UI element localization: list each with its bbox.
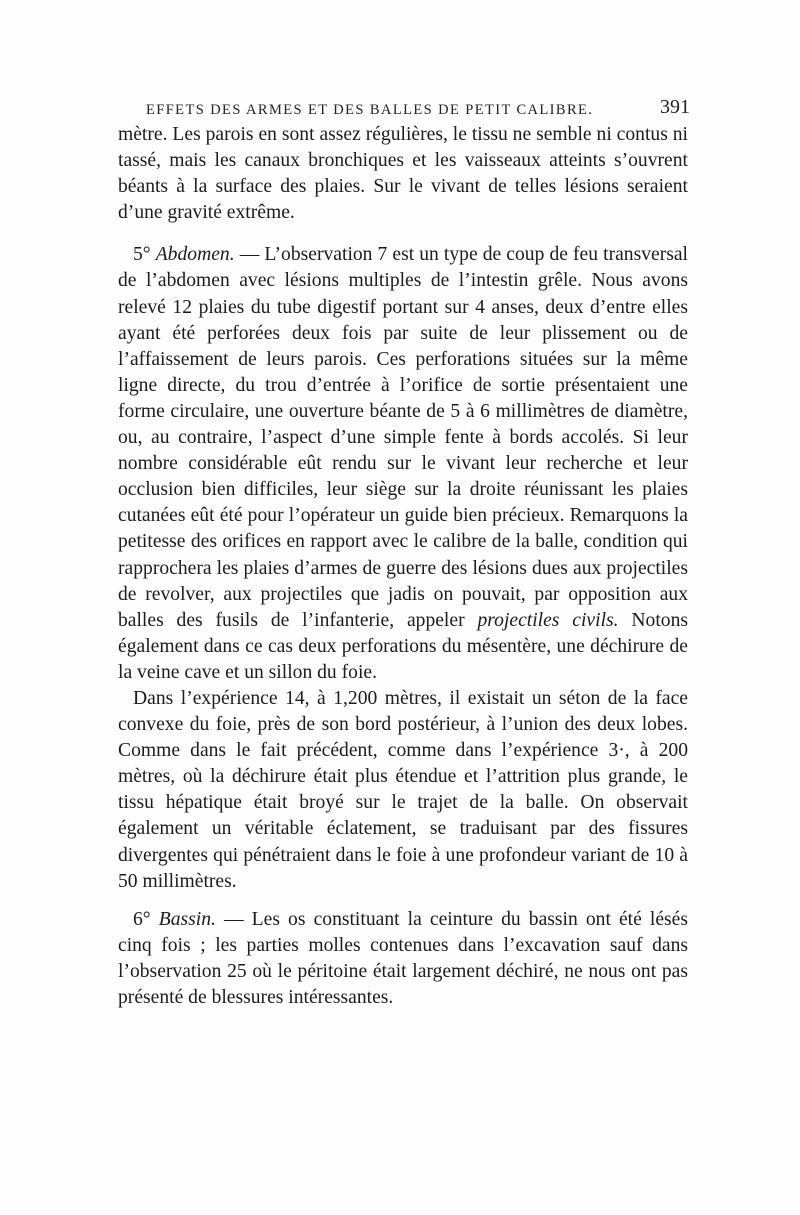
running-title: EFFETS DES ARMES ET DES BALLES DE PETIT CALIBRE.: [146, 102, 594, 118]
italic-term: projectiles civils.: [477, 609, 619, 631]
paragraph-text: Notons également dans ce cas deux perforations du mésentère, une déchirure de la veine cave et un sillon du foie.: [118, 609, 688, 683]
section-heading-bassin: Bassin.: [158, 908, 216, 930]
section-number: 6°: [133, 908, 159, 930]
running-head: [120, 96, 690, 124]
paragraph-text: — L’observation 7 est un type de coup de feu transversal de l’abdomen avec lésions multiples de l’intestin grêle. Nous avons relevé 12 plaies du tube digestif portant sur 4 anses, deux d’entre elles ayant été perforées deux fois par suite de leur plissement ou de l’affaissement de leurs parois. Ces perforations situées sur la même ligne directe, du trou d’entrée à l’orifice de sortie présentaient une forme circulaire, une ouverture béante de 5 à 6 millimètres de diamètre, ou, au contraire, l’aspect d’une simple fente à bords accolés. Si leur nombre considérable eût rendu sur le vivant leur recherche et leur occlusion bien difficiles, leur siège sur la droite réunissant les plaies cutanées eût été pour l’opérateur un guide bien précieux. Remarquons la petitesse des orifices en rapport avec le calibre de la balle, condition qui rapprochera les plaies d’armes de guerre des lésions dues aux projectiles de revolver, aux projectiles que jadis on pouvait, par opposition aux balles des fusils de l’infanterie, appeler: [118, 244, 688, 631]
section-heading-abdomen: Abdomen.: [155, 244, 235, 266]
paragraph-text: Dans l’expérience 14, à 1,200 mètres, il existait un séton de la face convexe du foie, près de son bord postérieur, à l’union des deux lobes. Comme dans le fait précédent, comme dans l’expérience 3·, à 200 mètres, où la déchirure était plus étendue et l’attrition plus grande, le tissu hépatique était broyé sur le trajet de la balle. On observait également un véritable éclatement, se traduisant par des fissures divergentes qui pénétraient dans le foie à une profondeur variant de 10 à 50 millimètres.: [118, 687, 688, 892]
body-text: [118, 122, 688, 1011]
page-number: 391: [660, 96, 690, 118]
section-number: 5°: [133, 244, 156, 266]
paragraph-experience-14: [118, 686, 688, 895]
paragraph-text: mètre. Les parois en sont assez régulières, le tissu ne semble ni contus ni tassé, mais les canaux bronchiques et les vaisseaux atteints s’ouvrent béants à la surface des plaies. Sur le vivant de telles lésions seraient d’une gravité extrême.: [118, 124, 688, 224]
paragraph-bassin: [118, 907, 688, 1011]
paragraph-text: — Les os constituant la ceinture du bassin ont été lésés cinq fois ; les parties molles contenues dans l’excavation sauf dans l’observation 25 où le péritoine était largement déchiré, ne nous ont pas présenté de blessures intéressantes.: [118, 908, 688, 1008]
paragraph-continuation: [118, 122, 688, 226]
paragraph-abdomen: [118, 242, 688, 686]
